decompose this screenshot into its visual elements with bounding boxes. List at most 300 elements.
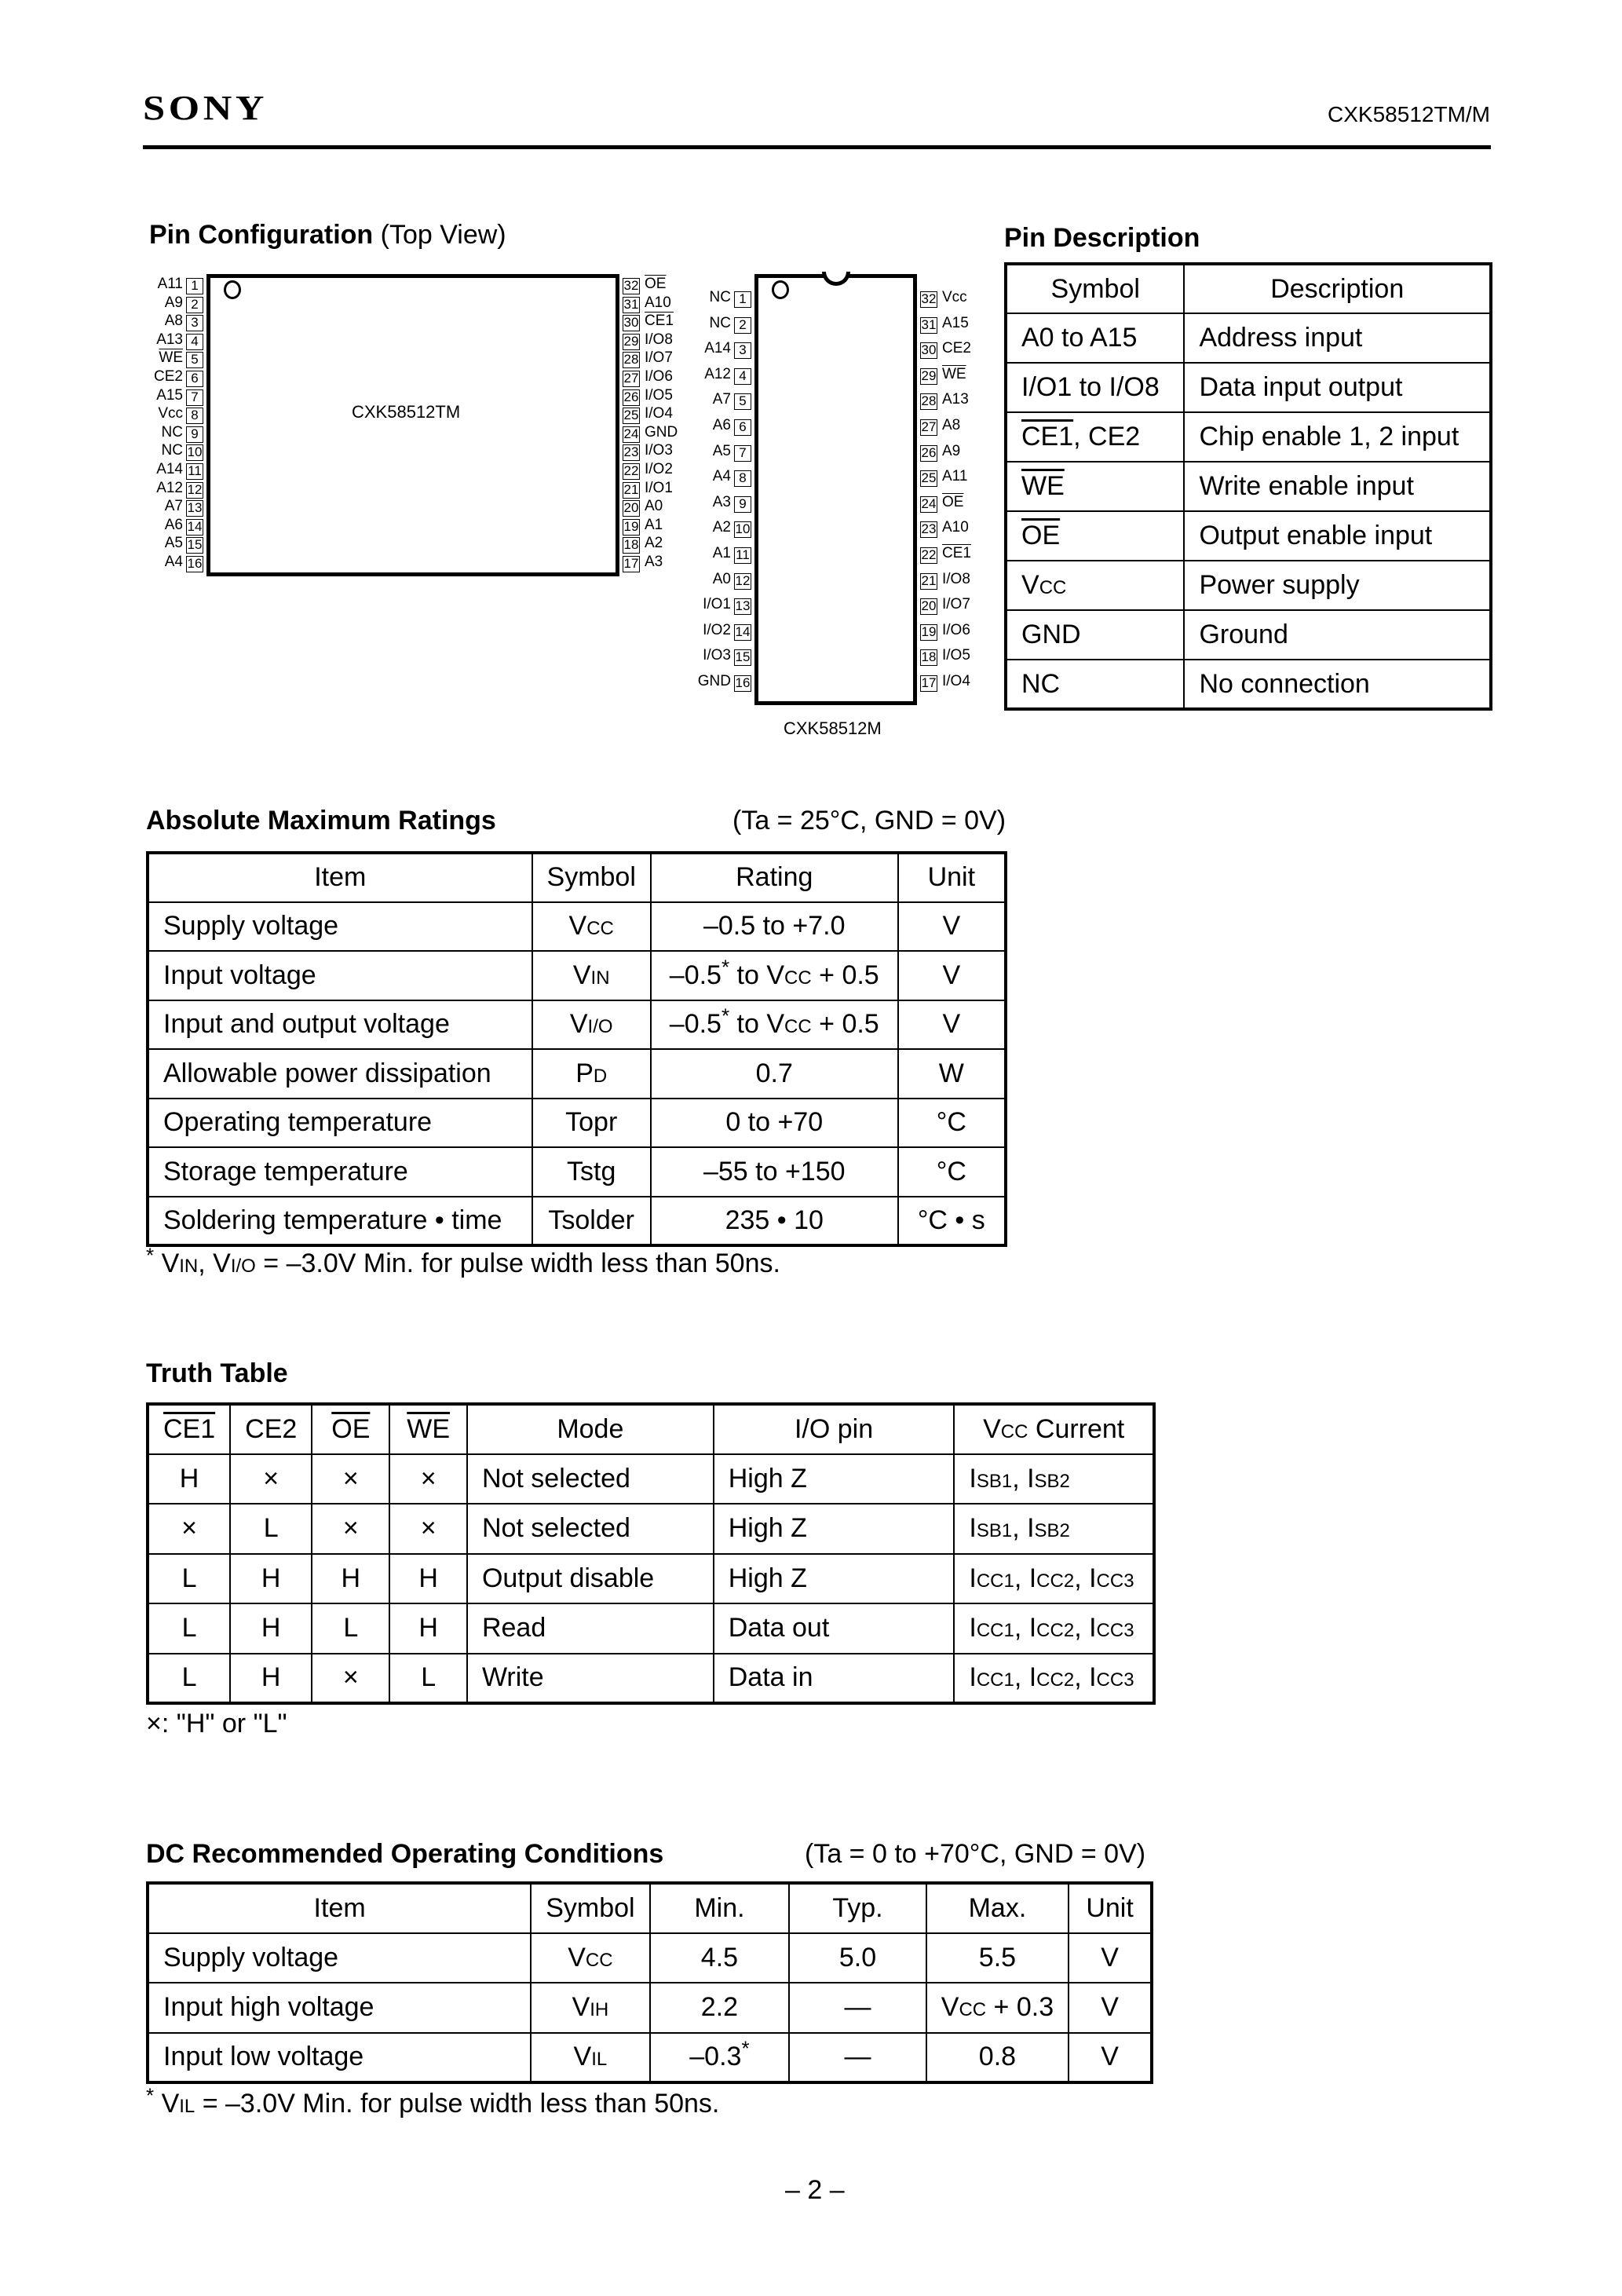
table-row [148,1147,1006,1197]
table-cell [651,1049,898,1099]
text-segment: Item [314,862,367,893]
pin-label: I/O5 [645,386,673,404]
pin-number: 3 [734,342,751,359]
table-cell [789,1983,926,2033]
text-segment: , I [1014,1563,1037,1593]
pin-number: 23 [623,444,639,460]
pin-description-title: Pin Description [1004,223,1200,253]
text-segment: Unit [927,862,976,893]
truth-table-title: Truth Table [146,1358,288,1388]
pin-description-table [1004,262,1492,711]
pin-number: 30 [623,315,639,331]
pin-label: NC [161,442,183,459]
pin-label: A9 [942,442,961,459]
pin-number: 20 [921,598,937,614]
table-cell [898,1197,1006,1246]
text-segment: CC [585,1949,613,1971]
pin-number: 4 [186,334,203,350]
header-cell [898,853,1006,902]
text-segment: Tsolder [548,1205,634,1235]
pin-number: 7 [734,445,751,462]
text-segment: Ground [1199,620,1288,649]
table-cell [954,1504,1154,1554]
pin-label: I/O6 [942,621,970,638]
table-cell [230,1654,312,1704]
table-row [1006,313,1491,363]
text-segment: , I [1074,1662,1097,1693]
text-segment: 0.8 [978,2042,1017,2072]
text-segment: IH [590,1999,609,2021]
table-cell [651,902,898,952]
text-segment: CC [784,1016,812,1038]
pin-label: A3 [645,554,663,570]
table-cell [651,1147,898,1197]
table-cell [532,1049,651,1099]
pin-number: 2 [734,317,751,334]
text-segment: No connection [1199,668,1370,699]
pin-number: 25 [623,408,639,423]
text-segment: Rating [736,862,813,893]
table-cell [1184,511,1491,561]
table-cell [531,1983,649,2033]
text-segment: IL [591,2049,608,2071]
table-cell [148,1049,532,1099]
abs-max-table [146,851,1007,1247]
pin-label: Vcc [158,405,183,422]
header-cell [389,1404,467,1454]
table-row [1006,561,1491,610]
text-segment: IL [179,2096,195,2117]
header-cell [467,1404,714,1454]
table-row [1006,363,1491,412]
header-cell [926,1883,1069,1933]
pin-number: 1 [734,291,751,308]
text-segment: H [341,1563,361,1593]
pin-label: CE1 [942,545,971,561]
header-cell [532,853,651,902]
pin-number: 25 [921,470,937,486]
pin1-marker [224,280,241,299]
text-segment: , CE2 [1073,422,1141,452]
pin-label: GND [697,673,731,689]
header-cell [650,1883,790,1933]
table-cell [389,1654,467,1704]
text-segment: Operating temperature [163,1107,433,1138]
pin-label: A7 [164,498,183,515]
pin-label: I/O1 [703,596,731,613]
pin-label: A2 [645,535,663,552]
header-cell [312,1404,389,1454]
table-cell [714,1454,955,1504]
table-cell [230,1554,312,1604]
table-cell [531,2033,649,2083]
pin-number: 20 [623,500,639,516]
text-segment: H [418,1613,438,1643]
text-segment: L [263,1513,279,1544]
pin-label: A7 [712,391,731,408]
text-segment: , I [1012,1513,1035,1544]
text-segment: × [420,1463,437,1493]
text-segment: CC2 [1036,1669,1075,1691]
pin-number: 8 [734,470,751,487]
header-cell [531,1883,649,1933]
chip-body-tm [206,274,619,576]
text-segment: V [569,1009,588,1040]
text-segment: High Z [728,1563,807,1593]
pin-label: A15 [942,314,969,331]
text-segment: SB1 [976,1520,1013,1542]
pin-number: 8 [186,408,203,424]
table-cell [898,1000,1006,1050]
table-cell [898,902,1006,952]
table-cell [1184,610,1491,660]
table-cell [714,1603,955,1654]
pin-label: A15 [156,386,183,404]
text-segment: CC1 [976,1620,1014,1642]
text-segment: Not selected [481,1513,630,1544]
table-row [1006,462,1491,511]
header-cell [714,1404,955,1454]
text-segment: –0.5 to +7.0 [703,911,846,941]
table-cell [789,1933,926,1983]
table-cell [1069,2033,1152,2083]
pin-number: 28 [623,352,639,367]
table-cell [312,1654,389,1704]
pin-number: 12 [187,481,203,497]
text-segment: –0.5 [669,960,721,990]
table-cell [1006,313,1184,363]
pin-label: A13 [942,391,969,408]
text-segment: 0.7 [755,1058,793,1088]
table-cell [1006,462,1184,511]
pin-label: A8 [942,417,961,433]
text-segment: –55 to +150 [703,1156,846,1186]
truth-table-footnote [146,1709,287,1739]
pin-label: A5 [164,535,183,552]
text-segment: $\overline{OE}$ [1021,521,1061,550]
text-segment: CE2 [245,1413,298,1444]
pin-number: 24 [921,495,937,511]
text-segment: High Z [728,1513,807,1544]
text-segment: CC2 [1036,1620,1075,1642]
text-segment: CE1 [1021,422,1074,452]
table-cell [898,1147,1006,1197]
text-segment: Min. [694,1892,745,1923]
text-segment: V [942,1009,961,1040]
header-cell [1184,264,1491,313]
text-segment: I [969,1662,977,1693]
table-row [148,1504,1154,1554]
table-cell [230,1504,312,1554]
text-segment: Address input [1199,323,1363,353]
pin-label: A5 [712,442,731,459]
pin-label: A6 [712,417,731,433]
pin-number: 5 [186,352,203,368]
pin-label: CE2 [942,340,971,357]
pin-label: A6 [164,516,183,533]
text-segment: 0 to +70 [725,1107,824,1138]
text-segment: , I [1074,1563,1097,1593]
table-cell [1184,313,1491,363]
dc-conditions-table [146,1881,1153,2084]
text-segment: Supply voltage [163,911,339,941]
text-segment: I/O1 to I/O8 [1021,372,1160,402]
pin-number: 28 [921,393,937,409]
text-segment: V [942,911,961,941]
pin-number: 14 [187,518,203,534]
pin-label: I/O3 [645,442,673,459]
table-cell [531,1933,649,1983]
table-cell [714,1504,955,1554]
pin-number: 22 [623,463,639,478]
table-cell [389,1454,467,1504]
text-segment: CC [1000,1420,1028,1442]
text-segment: –0.3 [689,2042,742,2072]
pin-number: 4 [734,368,751,385]
pin-number: 32 [623,278,639,293]
pin-number: 2 [186,297,203,313]
table-cell [1184,660,1491,709]
text-segment: Input and output voltage [163,1009,450,1040]
text-segment: Write [481,1662,544,1693]
text-segment: V [983,1413,1001,1444]
pin-label: A14 [704,340,731,357]
pin-number: 21 [921,572,937,588]
text-segment: L [343,1613,359,1643]
table-cell [230,1603,312,1654]
pin-label: A1 [712,545,731,561]
pin-number: 9 [186,426,203,443]
table-cell [148,1603,230,1654]
pin-number: 10 [735,521,751,537]
header-cell [954,1404,1154,1454]
table-cell [312,1603,389,1654]
table-cell [148,1197,532,1246]
pin-number: 18 [921,649,937,665]
table-cell [651,1099,898,1148]
pin-label: I/O6 [645,368,673,385]
text-segment: H [179,1463,199,1493]
text-segment: CC [784,967,812,989]
table-cell [312,1554,389,1604]
table-cell [714,1654,955,1704]
table-cell [467,1554,714,1604]
pin-number: 23 [921,521,937,537]
text-segment: 235 • 10 [725,1205,824,1235]
text-segment: L [181,1563,197,1593]
text-segment: Symbol [1050,273,1140,304]
text-segment: °C [936,1107,966,1138]
pin-number: 3 [186,315,203,331]
abs-max-title: Absolute Maximum Ratings [146,806,496,835]
table-cell [1069,1983,1152,2033]
text-segment: Input low voltage [163,2042,364,2072]
table-cell [148,1933,531,1983]
text-segment: CC [959,1999,987,2021]
pin1-marker [772,280,789,299]
pin-number: 5 [734,393,751,410]
text-segment: GND [1021,620,1081,649]
pin-label: CE2 [154,368,183,385]
text-segment: Supply voltage [163,1942,339,1972]
text-segment: H [261,1563,281,1593]
table-cell [1184,462,1491,511]
pin-number: 15 [735,649,751,665]
text-segment: I [969,1613,977,1643]
pin-label: A9 [164,294,183,311]
table-cell [1184,363,1491,412]
table-row [148,1983,1152,2033]
text-segment: Input high voltage [163,1992,374,2023]
table-cell [148,1983,531,2033]
text-segment: , I [1014,1613,1037,1643]
pin-label: $\overline{WE}$ [159,349,183,367]
pin-label: A4 [164,554,183,570]
table-cell [148,1554,230,1604]
header-rule [143,145,1491,149]
pin-label: Vcc [942,289,967,305]
text-segment: , I [1014,1662,1037,1693]
table-row [148,1049,1006,1099]
pin-number: 13 [187,500,203,516]
header-cell [230,1404,312,1454]
pin-number: 31 [623,296,639,312]
text-segment: –0.5 [669,1009,721,1040]
text-segment: CC3 [1096,1620,1134,1642]
text-segment: to V [729,1009,785,1040]
text-segment: Not selected [481,1463,630,1493]
pin-number: 19 [921,623,937,639]
pin-label: A3 [712,493,731,510]
table-cell [389,1603,467,1654]
text-segment: × [420,1513,437,1544]
text-segment: High Z [728,1463,807,1493]
text-segment: V [1101,2042,1119,2072]
table-cell [954,1454,1154,1504]
text-segment: SB2 [1034,1470,1070,1492]
table-row [1006,660,1491,709]
text-segment: CC1 [976,1570,1014,1592]
chip-name-tm: CXK58512TM [352,402,461,422]
text-segment: Output enable input [1199,521,1433,550]
pin-label: A0 [712,570,731,587]
pin-label: I/O8 [645,331,673,348]
pin-number: 1 [186,278,203,294]
pin-number: 11 [734,547,751,564]
pin-config-title-text: Pin Configuration [149,220,374,250]
text-segment: H [418,1563,438,1593]
text-segment: V [572,960,591,990]
abs-max-footnote [146,1243,780,1279]
text-segment: + 0.5 [811,1009,879,1040]
text-segment: CC2 [1036,1570,1075,1592]
table-cell [532,1000,651,1050]
text-segment: I [969,1463,977,1493]
pin-number: 17 [921,675,937,690]
text-segment: I/O [587,1016,613,1038]
pin-label: I/O4 [645,405,673,422]
text-segment: Typ. [832,1892,883,1923]
text-segment: CC3 [1096,1669,1134,1691]
table-cell [389,1504,467,1554]
page-number: – 2 – [785,2175,845,2205]
pin-number: 10 [187,444,203,460]
text-segment: Read [481,1613,546,1643]
text-segment: + 0.3 [986,1992,1054,2023]
table-cell [312,1504,389,1554]
text-segment: + 0.5 [811,960,879,990]
table-cell [1184,412,1491,462]
table-row [148,1454,1154,1504]
pin-number: 31 [921,316,937,332]
text-segment: L [181,1662,197,1693]
table-row [1006,412,1491,462]
table-row [148,1197,1006,1246]
table-cell [148,2033,531,2083]
text-segment: Symbol [546,862,636,893]
text-segment: NC [1021,668,1061,699]
pin-label: A12 [704,365,731,382]
text-segment: Current [1028,1413,1125,1444]
pin-number: 32 [921,291,937,306]
text-segment: Symbol [546,1892,635,1923]
pin-label: I/O7 [645,349,673,367]
text-segment: V [1021,570,1039,600]
text-segment: °C • s [917,1205,985,1235]
table-row [148,1554,1154,1604]
text-segment: Item [313,1892,366,1923]
abs-max-condition: (Ta = 25°C, GND = 0V) [732,806,1006,835]
header-cell [651,853,898,902]
text-segment: Topr [565,1107,618,1138]
text-segment: H [261,1662,281,1693]
text-segment: * [721,1004,730,1028]
table-cell [651,951,898,1000]
text-segment: = –3.0V Min. for pulse width less than 50ns. [195,2089,720,2119]
pin-label: A14 [156,461,183,477]
pin-number: 26 [623,389,639,404]
text-segment: , I [1074,1613,1097,1643]
text-segment: 2.2 [700,1992,739,2023]
table-cell [651,1197,898,1246]
pin-label: A13 [156,331,183,348]
pin-label: A10 [645,294,671,311]
pin-label: A8 [164,313,183,330]
text-segment: SB1 [976,1470,1013,1492]
text-segment: °C [936,1156,966,1186]
table-cell [898,1049,1006,1099]
table-cell [954,1603,1154,1654]
text-segment: ×: "H" or "L" [146,1709,287,1738]
table-row [148,902,1006,952]
text-segment: V [573,2042,592,2072]
pin-label: A1 [645,516,663,533]
text-segment: CC3 [1096,1570,1134,1592]
table-cell [954,1554,1154,1604]
pin-label: $\overline{WE}$ [942,365,966,382]
text-segment: V [568,1942,586,1972]
text-segment: CE1 [163,1413,216,1444]
text-segment: CC1 [976,1669,1014,1691]
text-segment: Write enable input [1199,471,1414,501]
table-cell [926,2033,1069,2083]
pin-number: 14 [735,623,751,639]
table-cell [532,1099,651,1148]
pin-number: 27 [921,419,937,434]
table-cell [230,1454,312,1504]
text-segment: CC [1039,577,1067,598]
table-cell [389,1554,467,1604]
